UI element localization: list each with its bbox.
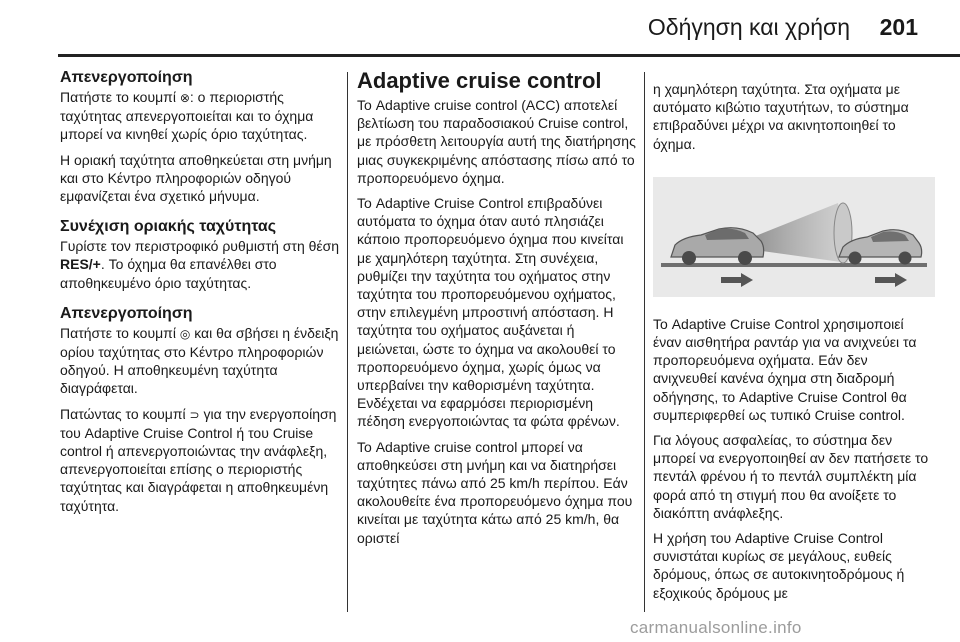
section-heading: Απενεργοποίηση: [60, 69, 193, 86]
paragraph: [60, 88, 342, 144]
page-header-title: Οδήγηση και χρήση: [647, 14, 850, 40]
paragraph: η χαμηλότερη ταχύτητα. Στα οχήματα με αυτόματο κιβώτιο ταχυτήτων, το σύστημα επιβραδύνει μέχρι να ακινητοποιηθεί το όχημα.: [653, 81, 909, 152]
section-deactivation: [60, 68, 342, 205]
speed-limiter-off-icon: ⊗: [179, 91, 190, 105]
road-line: [661, 263, 927, 267]
section-title: Adaptive cruise control: [357, 68, 602, 93]
own-car-icon: [671, 227, 764, 264]
control-label: RES/+: [60, 256, 101, 273]
arrow-right-icon: [721, 273, 753, 287]
acc-radar-illustration: [653, 177, 935, 297]
section-resume-limit: [60, 217, 342, 292]
paragraph: Το Adaptive cruise control μπορεί να αποθηκεύσει στη μνήμη και να διατηρήσει ταχύτητες πάνω από 25 km/h περίπου. Εάν ακολουθείτε ένα προπορευόμενο όχημα που κινείται με ταχύτητα κάτω από 25 km/h, θα οριστεί: [357, 438, 633, 546]
paragraph: Το Adaptive Cruise Control χρησιμοποιεί έναν αισθητήρα ραντάρ για να ανιχνεύει τα προπορευόμενα οχήματα. Εάν δεν ανιχνευθεί κανένα όχημα στη διαδρομή οδήγησης, το Adaptive Cruise Control θα συμπεριφερθεί ως τυπικό Cruise control.: [653, 315, 917, 423]
text: Πατήστε το κουμπί: [60, 324, 180, 341]
paragraph: Για λόγους ασφαλείας, το σύστημα δεν μπορεί να ενεργοποιηθεί αν δεν πατήσετε το πεντάλ φρένου ή το πεντάλ συμπλέκτη μία φορά από τη στιγμή που θα ανοίξετε το διακόπτη ανάφλεξης.: [653, 432, 929, 521]
column-right: [653, 80, 935, 609]
text: και θα σβήσει η ένδειξη ορίου ταχύτητας στο Κέντρο πληροφοριών οδηγού. Η αποθηκευμένη ταχύτητα διαγράφεται.: [60, 324, 339, 397]
page-header: [0, 0, 960, 54]
text: για την ενεργοποίηση του Adaptive Cruise Control ή του Cruise control ή απενεργοποιώντας την ανάφλεξη, απενεργοποιείται επίσης ο περιοριστής ταχύτητας και διαγράφεται η αποθηκευμένη ταχύτητα.: [60, 405, 337, 514]
text: . Το όχημα θα επανέλθει στο αποθηκευμένο όριο ταχύτητας.: [60, 256, 277, 291]
speed-limiter-clear-icon: ◎: [179, 326, 191, 341]
text: Γυρίστε τον περιστροφικό ρυθμιστή στη θέση: [60, 238, 340, 255]
column-divider: [347, 72, 348, 612]
page-number: 201: [879, 14, 918, 40]
header-rule: [58, 54, 960, 57]
section-heading: Απενεργοποίηση: [60, 304, 193, 322]
paragraph: [60, 405, 342, 515]
paragraph: Η οριακή ταχύτητα αποθηκεύεται στη μνήμη και στο Κέντρο πληροφοριών οδηγού εμφανίζεται ένα σχετικό μήνυμα.: [60, 151, 332, 205]
cruise-control-icon: ⊃: [189, 407, 200, 422]
paragraph: [60, 324, 342, 398]
text: Πατώντας το κουμπί: [60, 405, 190, 422]
paragraph: Το Adaptive Cruise Control επιβραδύνει αυτόματα το όχημα όταν αυτό πλησιάζει κάποιο προπορευόμενο όχημα που κινείται με χαμηλότερη ταχύτητα. Στη συνέχεια, ρυθμίζει την ταχύτητα του οχήματος στην ταχύτητα του προπορευόμενου οχήματος, στην επιλεγμένη μπροστινή απόσταση. Η ταχύτητα του οχήματος αυξάνεται ή μειώνεται, ώστε το όχημα να ακολουθεί το προπορευόμενο όχημα, χωρίς όμως να υπερβαίνει την καθορισμένη ταχύτητα. Ενδέχεται να εφαρμόσει περιορισμένη πέδηση ενεργοποιώντας τα φώτα φρένων.: [357, 195, 624, 430]
column-divider: [644, 72, 645, 612]
paragraph: [60, 237, 342, 292]
arrow-right-icon: [875, 273, 907, 287]
column-middle: [357, 60, 640, 554]
watermark: carmanualsonline.info: [630, 618, 802, 637]
text: Πατήστε το κουμπί: [60, 89, 180, 105]
text: : ο περιοριστής ταχύτητας απενεργοποιείται και το όχημα μπορεί να κινηθεί χωρίς όριο ταχύτητας.: [60, 89, 314, 143]
section-deactivation-2: [60, 304, 342, 515]
column-left: [60, 68, 342, 527]
paragraph: Η χρήση του Adaptive Cruise Control συνιστάται κυρίως σε μεγάλους, ευθείς δρόμους, όπως σε αυτοκινητοδρόμους ή εξοχικούς δρόμους με: [653, 530, 905, 601]
paragraph: Το Adaptive cruise control (ACC) αποτελεί βελτίωση του παραδοσιακού Cruise control, με πρόσθετη λειτουργία αυτή της διατήρησης μιας συγκεκριμένης απόστασης πίσω από το προπορευόμενο όχημα.: [357, 97, 636, 186]
radar-diagram: [653, 177, 935, 297]
section-heading: Συνέχιση οριακής ταχύτητας: [60, 218, 277, 236]
